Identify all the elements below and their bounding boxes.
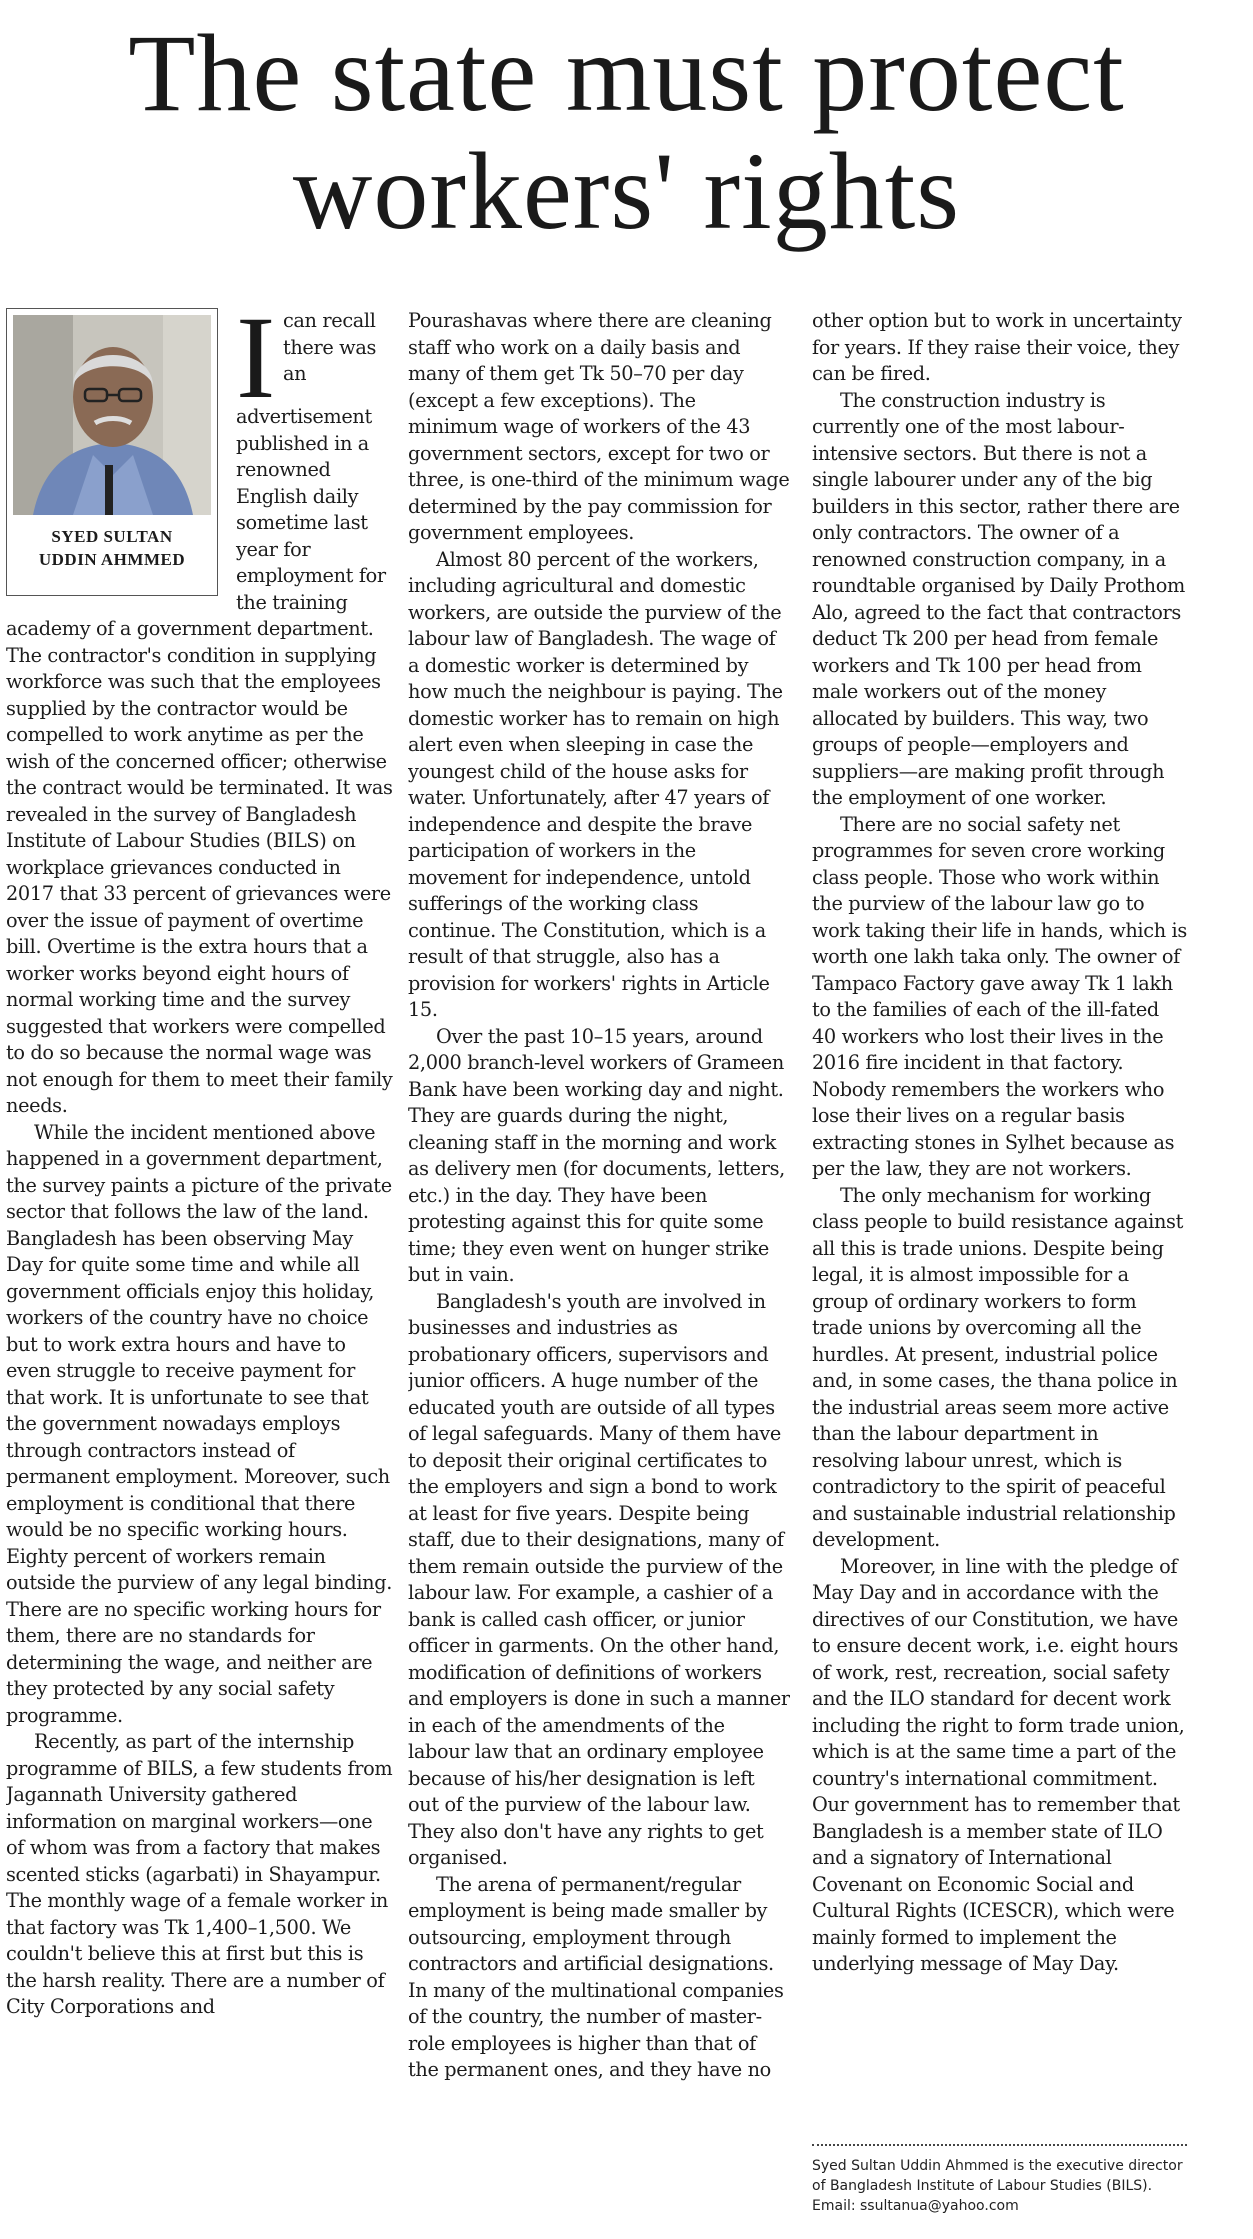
paragraph: The only mechanism for working class people to build resistance against all this is trade unions. Despite being legal, it is almost impossible for a group of ordinary workers to form trade unions by overcoming all the hurdles. At present, industrial police and, in some cases, the thana police in the industrial areas seem more active than the labour department in resolving labour unrest, which is contradictory to the spirit of peaceful and sustainable industrial relationship development. [812, 1183, 1183, 1551]
paragraph: While the incident mentioned above happened in a government department, the survey paints a picture of the private sector that follows the law of the land. Bangladesh has been observing May Day for quite some time and while all government officials enjoy this holiday, workers of the country have no choice but to work extra hours and have to even struggle to receive payment for that work. It is unfortunate to see that the government nowadays employs through contractors instead of permanent employment. Moreover, such employment is conditional that there would be no specific working hours. Eighty percent of workers remain outside the purview of any legal binding. There are no specific working hours for them, there are no standards for determining the wage, and neither are they protected by any social safety programme. [6, 1120, 392, 1727]
headline-line2: workers' rights [292, 130, 961, 252]
paragraph: The construction industry is currently one of the most labour-intensive sectors. But there is not a single labourer under any of the big builders in this sector, rather there are only contractors. The owner of a renowned construction company, in a roundtable organised by Daily Prothom Alo, agreed to the fact that contractors deduct Tk 200 per head from female workers and Tk 100 per head from male workers out of the money allocated by builders. This way, two groups of people—employers and suppliers—are making profit through the employment of one worker. [812, 388, 1185, 809]
paragraph: can recall there was an advertisement published in a renowned English daily sometime last year for employment for the training academy of a government department. The contractor's condition in supplying workforce was such that the employees supplied by the contractor would be compelled to work anytime as per the wish of the concerned officer; otherwise the contract would be terminated. It was revealed in the survey of Bangladesh Institute of Labour Studies (BILS) on workplace grievances conducted in 2017 that 33 percent of grievances were over the issue of payment of overtime bill. Overtime is the extra hours that a worker works beyond eight hours of normal working time and the survey suggested that workers were compelled to do so because the normal wage was not enough for them to meet their family needs. [6, 309, 393, 1117]
author-photo [13, 315, 211, 515]
paragraph: The arena of permanent/regular employment is being made smaller by outsourcing, employment through contractors and artificial designations. In many of the multinational companies of the country, the number of master-role employees is higher than that of the permanent ones, and they have no [408, 1872, 784, 2081]
headline-line1: The state must protect [128, 12, 1125, 134]
article-column-2 [408, 308, 790, 2233]
article-column-1 [6, 308, 394, 2233]
paragraph: There are no social safety net programmes for seven crore working class people. Those who work within the purview of the labour law go to work taking their life in hands, which is worth one lakh taka only. The owner of Tampaco Factory gave away Tk 1 lakh to the families of each of the ill-fated 40 workers who lost their lives in the 2016 fire incident in that factory. Nobody remembers the workers who lose their lives on a regular basis extracting stones in Sylhet because as per the law, they are not workers. [812, 812, 1187, 1180]
paragraph: Recently, as part of the internship programme of BILS, a few students from Jagannath University gathered information on marginal workers—one of whom was from a factory that makes scented sticks (agarbati) in Shayampur. The monthly wage of a female worker in that factory was Tk 1,400–1,500. We couldn't believe this at first but this is the harsh reality. There are a number of City Corporations and [6, 1730, 393, 2018]
author-name: SYED SULTAN UDDIN AHMMED [38, 527, 186, 569]
paragraph: Moreover, in line with the pledge of May Day and in accordance with the directives of our Constitution, we have to ensure decent work, i.e. eight hours of work, rest, recreation, social safety and the ILO standard for decent work including the right to form trade union, which is at the same time a part of the country's international commitment. Our government has to remember that Bangladesh is a member state of ILO and a signatory of International Covenant on Economic Social and Cultural Rights (ICESCR), which were mainly formed to implement the underlying message of May Day. [812, 1554, 1185, 1975]
paragraph: other option but to work in uncertainty for years. If they raise their voice, they can be fired. [812, 309, 1182, 385]
author-box [6, 308, 218, 596]
author-portrait-icon [13, 315, 211, 515]
article-column-3 [812, 308, 1187, 2138]
paragraph: Bangladesh's youth are involved in businesses and industries as probationary officers, supervisors and junior officers. A huge number of the educated youth are outside of all types of legal safeguards. Many of them have to deposit their original certificates to the employers and sign a bond to work at least for five years. Despite being staff, due to their designations, many of them remain outside the purview of the labour law. For example, a cashier of a bank is called cash officer, or junior officer in garments. On the other hand, modification of definitions of workers and employers is done in such a manner in each of the amendments of the labour law that an ordinary employee because of his/her designation is left out of the purview of the labour law. They also don't have any rights to get organised. [408, 1289, 790, 1869]
author-credit: Syed Sultan Uddin Ahmmed is the executive director of Bangladesh Institute of Labour Studies (BILS). Email: ssultanua@yahoo.com [812, 2158, 1183, 2214]
paragraph: Almost 80 percent of the workers, including agricultural and domestic workers, are outside the purview of the labour law of Bangladesh. The wage of a domestic worker is determined by how much the neighbour is paying. The domestic worker has to remain on high alert even when sleeping in case the youngest child of the house asks for water. Unfortunately, after 47 years of independence and despite the brave participation of workers in the movement for independence, untold sufferings of the working class continue. The Constitution, which is a result of that struggle, also has a provision for workers' rights in Article 15. [408, 547, 783, 1021]
headline [0, 14, 1253, 250]
paragraph: Pourashavas where there are cleaning staff who work on a daily basis and many of them get Tk 50–70 per day (except a few exceptions). The minimum wage of workers of the 43 government sectors, except for two or three, is one-third of the minimum wage determined by the pay commission for government employees. [408, 309, 790, 544]
dotted-divider [812, 2144, 1187, 2146]
paragraph: Over the past 10–15 years, around 2,000 branch-level workers of Grameen Bank have been working day and night. They are guards during the night, cleaning staff in the morning and work as delivery men (for documents, letters, etc.) in the day. They have been protesting against this for quite some time; they even went on hunger strike but in vain. [408, 1024, 785, 1286]
drop-cap: I [236, 308, 275, 423]
